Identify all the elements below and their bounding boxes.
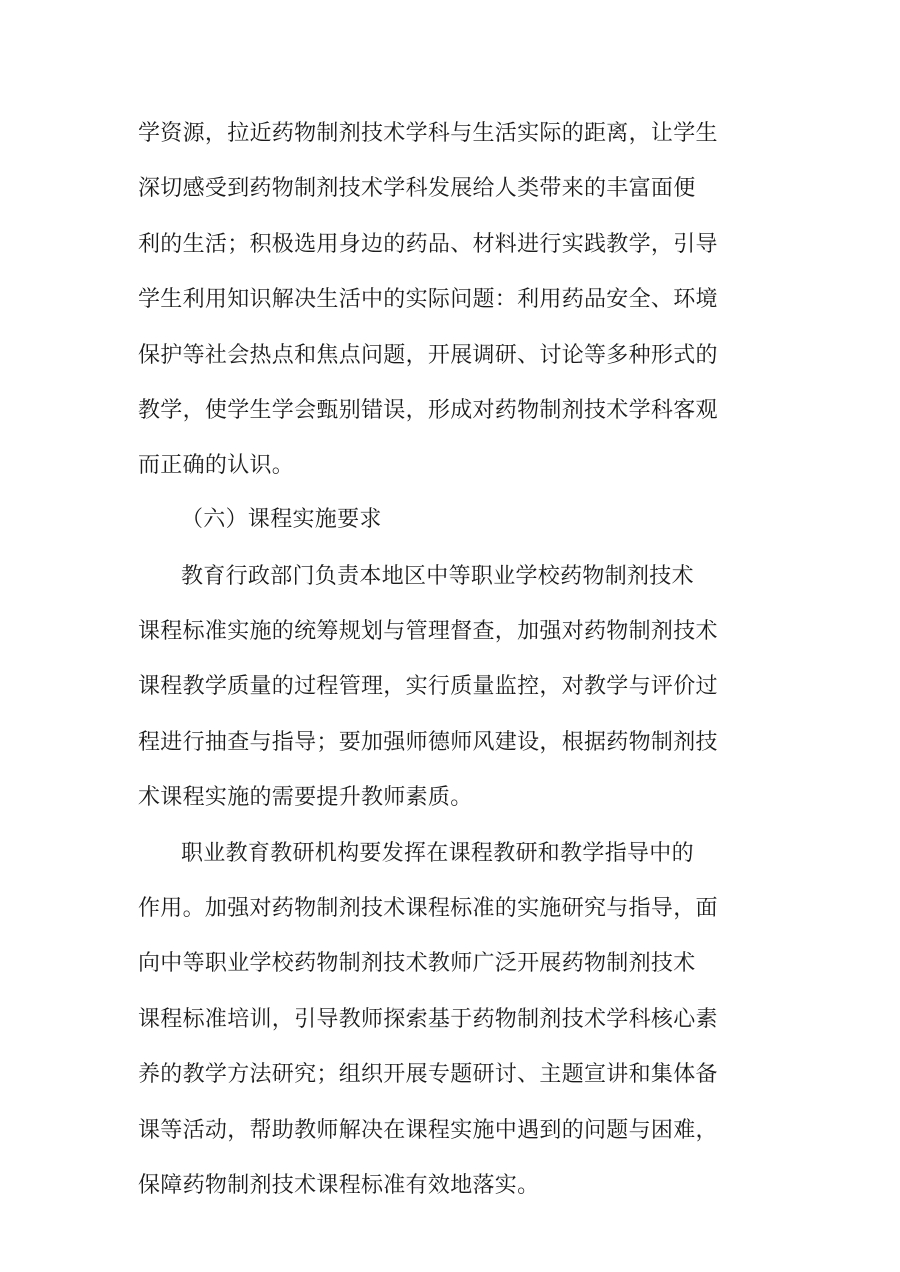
paragraph-line: 职业教育教研机构要发挥在课程教研和教学指导中的 bbox=[181, 841, 694, 866]
paragraph-line: 教育行政部门负责本地区中等职业学校药物制剂技术 bbox=[181, 564, 694, 589]
paragraph-line: 术课程实施的需要提升教师素质。 bbox=[138, 785, 473, 810]
section-heading: （六）课程实施要求 bbox=[181, 507, 382, 532]
paragraph-line: 保护等社会热点和焦点问题，开展调研、讨论等多种形式的 bbox=[138, 343, 718, 368]
paragraph-line: 向中等职业学校药物制剂技术教师广泛开展药物制剂技术 bbox=[138, 951, 696, 976]
paragraph-line: 课等活动，帮助教师解决在课程实施中遇到的问题与困难， bbox=[138, 1118, 718, 1143]
paragraph-line: 课程标准培训，引导教师探索基于药物制剂技术学科核心素 bbox=[138, 1007, 718, 1032]
paragraph-line: 保障药物制剂技术课程标准有效地落实。 bbox=[138, 1173, 540, 1198]
paragraph-line: 学生利用知识解决生活中的实际问题：利用药品安全、环境 bbox=[138, 287, 718, 312]
paragraph-line: 教学，使学生学会甄别错误，形成对药物制剂技术学科客观 bbox=[138, 398, 718, 423]
paragraph-line: 学资源，拉近药物制剂技术学科与生活实际的距离，让学生 bbox=[138, 121, 718, 146]
paragraph-line: 深切感受到药物制剂技术学科发展给人类带来的丰富面便 bbox=[138, 176, 696, 201]
paragraph-line: 课程标准实施的统筹规划与管理督查，加强对药物制剂技术 bbox=[138, 619, 718, 644]
paragraph-line: 课程教学质量的过程管理，实行质量监控，对教学与评价过 bbox=[138, 674, 718, 699]
paragraph-line: 利的生活；积极选用身边的药品、材料进行实践教学，引导 bbox=[138, 232, 718, 257]
paragraph-line: 程进行抽查与指导；要加强师德师风建设，根据药物制剂技 bbox=[138, 730, 718, 755]
paragraph-line: 而正确的认识。 bbox=[138, 453, 295, 478]
paragraph-line: 作用。加强对药物制剂技术课程标准的实施研究与指导，面 bbox=[138, 896, 718, 921]
paragraph-line: 养的教学方法研究；组织开展专题研讨、主题宣讲和集体备 bbox=[138, 1062, 718, 1087]
